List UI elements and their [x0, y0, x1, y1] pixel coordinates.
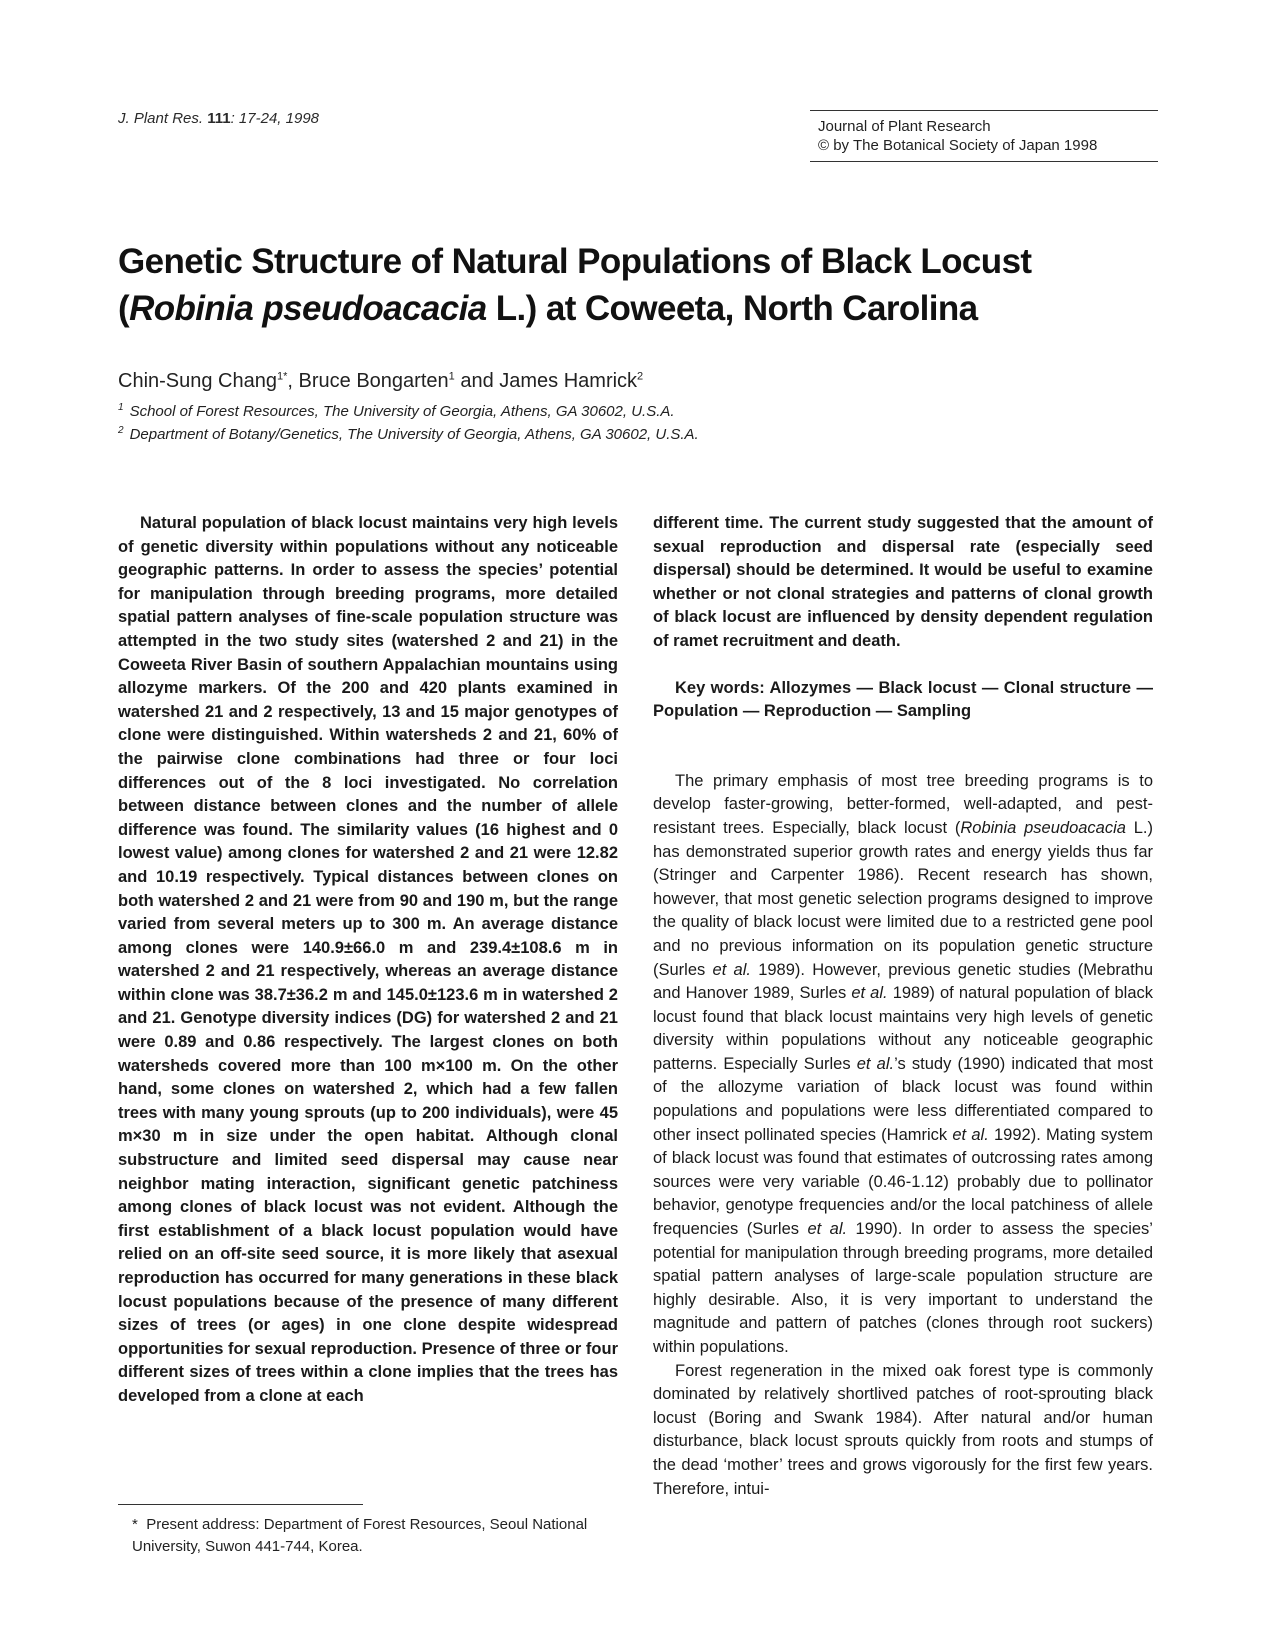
affiliation-2-text: Department of Botany/Genetics, The University of Georgia, Athens, GA 30602, U.S.A.	[129, 426, 699, 443]
keywords-label: Key words:	[675, 678, 765, 697]
abstract-part-2: different time. The current study suggested that the amount of sexual reproduction and dispersal rate (especially seed dispersal) should be determined. It would be useful to examine whether or not clonal strategies and patterns of clonal growth of black locust are influenced by density dependent regulation of ramet recruitment and death.	[653, 514, 1153, 650]
title-line-2	[118, 285, 1178, 332]
author-1: Chin-Sung Chang	[118, 370, 277, 392]
keywords-text: Allozymes — Black locust — Clonal structure — Population — Reproduction — Sampling	[653, 678, 1153, 721]
footnote-rule	[118, 1504, 363, 1505]
body-italic: et al.	[856, 1054, 895, 1073]
affiliation-1-number: 1	[118, 402, 124, 413]
body-text: 1990). In order to assess the species’ potential for manipulation through breeding programs, more detailed spatial pattern analyses of large-scale population structure are highly desirable. Also, it is very important to understand the magnitude and pattern of patches (clones through root suckers) within populations.	[653, 1220, 1153, 1356]
body-text: 1992). Mating system of black locust was found that estimates of outcrossing rates among sources were very variable (0.46-1.12) probably due to pollinator behavior, genotype frequencies and/or the local patchiness of allele frequencies (Surles	[653, 1125, 1153, 1239]
body-text: L.) has demonstrated superior growth rates and energy yields thus far (Stringer and Carpenter 1986). Recent research has shown, however, that most genetic selection programs designed to improve the quality of black locust were limited due to a restricted gene pool and no previous information on its population genetic structure (Surles	[653, 818, 1153, 979]
author-3-affil: 2	[637, 370, 644, 383]
title-rest: L.) at Coweeta, North Carolina	[486, 289, 978, 328]
body-text: 1989). However, previous genetic studies (Mebrathu and Hanover 1989, Surles	[653, 960, 1154, 1003]
author-2: Bruce Bongarten	[298, 370, 449, 392]
author-list	[118, 370, 643, 393]
body-italic: et al.	[712, 960, 751, 979]
affiliation-2-number: 2	[118, 425, 124, 436]
author-sep-1: ,	[287, 370, 299, 392]
body-text: The primary emphasis of most tree breeding programs is to develop faster-growing, better-formed, well-adapted, and pest-resistant trees. Especially, black locust (	[653, 771, 1153, 837]
body-text: 1989) of natural population of black locust found that black locust maintains very high levels of genetic diversity within populations without any noticeable geographic patterns. Especially Surles	[653, 984, 1153, 1073]
journal-name: Journal of Plant Research	[818, 118, 991, 135]
citation-journal: J. Plant Res.	[118, 110, 204, 127]
body-text: ’s study (1990) indicated that most of the allozyme variation of black locust was found within populations and populations were less differentiated compared to other insect pollinated species (Hamrick	[653, 1054, 1153, 1144]
keywords	[653, 677, 1153, 724]
body-italic: et al.	[952, 1125, 989, 1144]
body-paragraph-1	[653, 770, 1153, 1360]
body-italic: et al.	[851, 984, 888, 1003]
affiliation-2	[118, 425, 699, 443]
left-column	[118, 512, 618, 1409]
body-paragraph-2: Forest regeneration in the mixed oak forest type is commonly dominated by relatively shortlived patches of root-sprouting black locust (Boring and Swank 1984). After natural and/or human disturbance, black locust sprouts quickly from roots and stumps of the dead ‘mother’ trees and grows vigorously for the first few years. Therefore, intui-	[653, 1361, 1153, 1498]
footnote	[118, 1514, 652, 1558]
abstract-part-1: Natural population of black locust maintains very high levels of genetic diversity within populations without any noticeable geographic patterns. In order to assess the species’ potential for manipulation through breeding programs, more detailed spatial pattern analyses of fine-scale population structure was attempted in the two study sites (watershed 2 and 21) in the Coweeta River Basin of southern Appalachian mountains using allozyme markers. Of the 200 and 420 plants examined in watershed 21 and 2 respectively, 13 and 15 major genotypes of clone were distinguished. Within watersheds 2 and 21, 60% of the pairwise clone combinations had three or four loci differences out of the 8 loci investigated. No correlation between distance between clones and the number of allele difference was found. The similarity values (16 highest and 0 lowest value) among clones for watershed 2 and 21 were 12.82 and 10.19 respectively. Typical distances between clones on both watershed 2 and 21 were from 90 and 190 m, but the range varied from several meters up to 300 m. An average distance among clones were 140.9±66.0 m and 239.4±108.6 m in watershed 2 and 21 respectively, whereas an average distance within clone was 38.7±36.2 m and 145.0±123.6 m in watershed 2 and 21. Genotype diversity indices (DG) for watershed 2 and 21 were 0.89 and 0.86 respectively. The largest clones on both watersheds covered more than 100 m×100 m. On the other hand, some clones on watershed 2, which had a few fallen trees with many young sprouts (up to 200 individuals), were 45 m×30 m in size under the open habitat. Although clonal substructure and limited seed dispersal may cause near neighbor mating interaction, significant genetic patchiness among clones of black locust was not evident. Although the first establishment of a black locust population would have relied on an off-site seed source, it is more likely that asexual reproduction has occurred for many generations in these black locust populations because of the presence of many different sizes of trees (or ages) in one clone despite widespread opportunities for sexual reproduction. Presence of three or four different sizes of trees within a clone implies that the trees has developed from a clone at each	[118, 514, 618, 1405]
body-italic: Robinia pseudoacacia	[960, 818, 1126, 837]
title-species: Robinia pseudoacacia	[129, 289, 487, 328]
journal-citation	[118, 110, 319, 127]
citation-pages: : 17-24, 1998	[230, 110, 319, 127]
title-paren: (	[118, 289, 130, 328]
affiliation-1	[118, 402, 675, 420]
title-line-1: Genetic Structure of Natural Populations of Black Locust	[118, 242, 1032, 281]
article-title	[118, 238, 1178, 332]
journal-box	[810, 110, 1158, 162]
author-1-affil: 1*	[277, 370, 288, 383]
copyright-notice: © by The Botanical Society of Japan 1998	[818, 137, 1098, 154]
citation-volume: 111	[207, 110, 231, 127]
author-2-affil: 1	[448, 370, 455, 383]
right-column	[653, 512, 1153, 1501]
author-3: James Hamrick	[499, 370, 638, 392]
footnote-marker: *	[132, 1516, 138, 1533]
author-sep-2: and	[454, 370, 500, 392]
affiliation-1-text: School of Forest Resources, The University of Georgia, Athens, GA 30602, U.S.A.	[129, 403, 675, 420]
body-italic: et al.	[807, 1220, 848, 1239]
footnote-text: Present address: Department of Forest Resources, Seoul National University, Suwon 441-744, Korea.	[132, 1516, 588, 1555]
